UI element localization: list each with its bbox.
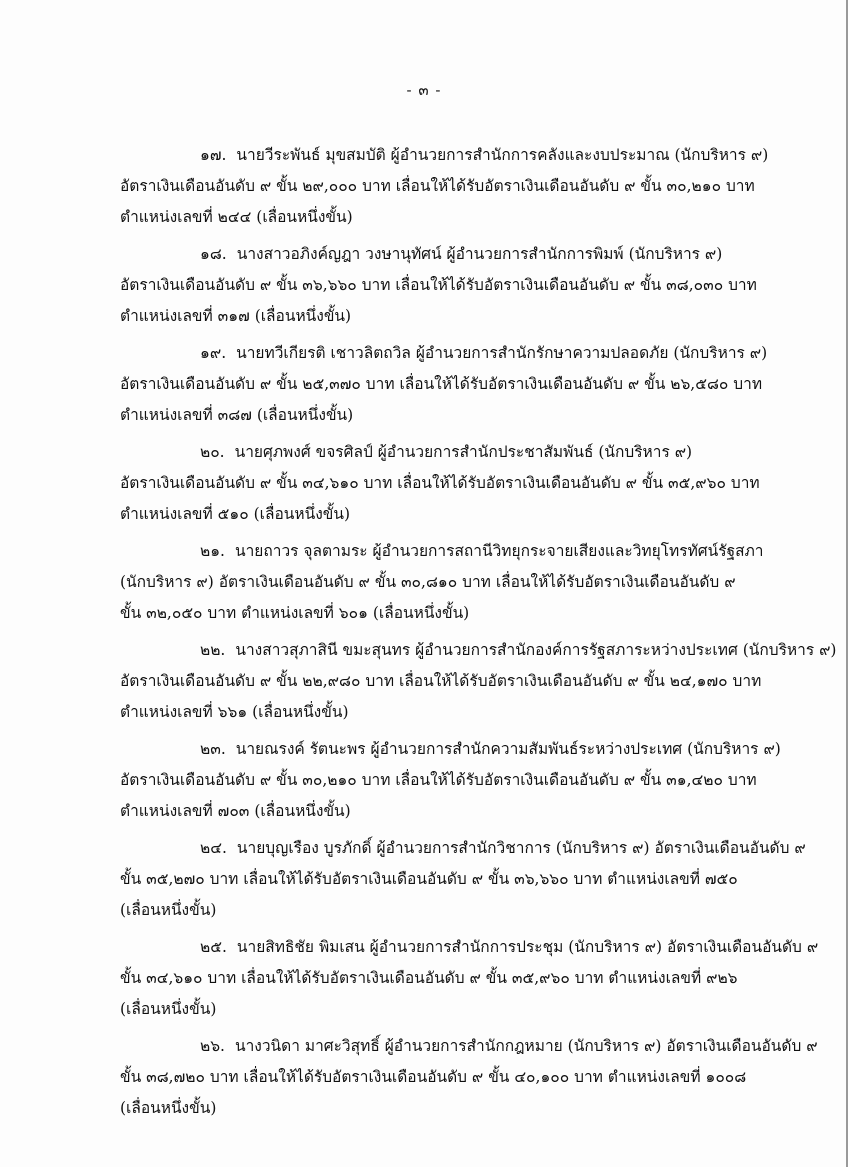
list-item — [120, 635, 837, 728]
entry-line-3: ตำแหน่งเลขที่ ๓๘๗ (เลื่อนหนึ่งขั้น) — [120, 406, 354, 424]
entry-line-2: อัตราเงินเดือนอันดับ ๙ ขั้น ๒๒,๙๘๐ บาท เลื่อนให้ได้รับอัตราเงินเดือนอันดับ ๙ ขั้น ๒๔,๑๗๐ บาท — [120, 672, 762, 690]
entry-text: นายณรงค์ รัตนะพร ผู้อำนวยการสำนักความสัมพันธ์ระหว่างประเทศ (นักบริหาร ๙) — [235, 740, 781, 758]
entry-line-1 — [120, 140, 769, 171]
entry-line-1 — [120, 1031, 818, 1062]
list-item — [120, 536, 764, 629]
list-item — [120, 833, 806, 926]
entry-text: นายบุญเรือง บูรภักดิ์ ผู้อำนวยการสำนักวิชาการ (นักบริหาร ๙) อัตราเงินเดือนอันดับ ๙ — [236, 839, 806, 857]
list-item — [120, 734, 781, 827]
entry-text: นายถาวร จุลตามระ ผู้อำนวยการสถานีวิทยุกระจายเสียงและวิทยุโทรทัศน์รัฐสภา — [234, 542, 764, 560]
entry-number: ๒๔. — [200, 839, 227, 857]
entry-line-3: ตำแหน่งเลขที่ ๕๑๐ (เลื่อนหนึ่งขั้น) — [120, 505, 351, 523]
entry-number: ๑๘. — [200, 245, 227, 263]
entry-text: นายทวีเกียรติ เชาวลิตถวิล ผู้อำนวยการสำนักรักษาความปลอดภัย (นักบริหาร ๙) — [236, 344, 768, 362]
page-number: - ๓ - — [406, 81, 442, 99]
entry-line-2: อัตราเงินเดือนอันดับ ๙ ขั้น ๓๖,๖๖๐ บาท เลื่อนให้ได้รับอัตราเงินเดือนอันดับ ๙ ขั้น ๓๘,๐๓๐ บาท — [120, 276, 757, 294]
entry-line-3: ตำแหน่งเลขที่ ๓๑๗ (เลื่อนหนึ่งขั้น) — [120, 307, 352, 325]
entry-line-3: ตำแหน่งเลขที่ ๒๔๔ (เลื่อนหนึ่งขั้น) — [120, 208, 353, 226]
entry-text: นางสาวสุภาสินี ขมะสุนทร ผู้อำนวยการสำนักองค์การรัฐสภาระหว่างประเทศ (นักบริหาร ๙) — [235, 641, 837, 659]
list-item — [120, 437, 760, 530]
entry-line-3: ขั้น ๓๒,๐๕๐ บาท ตำแหน่งเลขที่ ๖๐๑ (เลื่อนหนึ่งขั้น) — [120, 604, 470, 622]
entry-number: ๒๖. — [200, 1037, 225, 1055]
entry-line-2: ขั้น ๓๔,๖๑๐ บาท เลื่อนให้ได้รับอัตราเงินเดือนอันดับ ๙ ขั้น ๓๕,๙๖๐ บาท ตำแหน่งเลขที่ ๙๒๖ — [120, 969, 738, 987]
entry-line-1 — [120, 338, 768, 369]
entry-line-2: ขั้น ๓๕,๒๗๐ บาท เลื่อนให้ได้รับอัตราเงินเดือนอันดับ ๙ ขั้น ๓๖,๖๖๐ บาท ตำแหน่งเลขที่ ๗๕๐ — [120, 870, 738, 888]
entry-line-2: อัตราเงินเดือนอันดับ ๙ ขั้น ๓๐,๒๑๐ บาท เลื่อนให้ได้รับอัตราเงินเดือนอันดับ ๙ ขั้น ๓๑,๔๒๐ บาท — [120, 771, 757, 789]
entry-line-2: อัตราเงินเดือนอันดับ ๙ ขั้น ๓๔,๖๑๐ บาท เลื่อนให้ได้รับอัตราเงินเดือนอันดับ ๙ ขั้น ๓๕,๙๖๐ บาท — [120, 474, 760, 492]
list-item — [120, 932, 819, 1025]
entry-text: นายศุภพงศ์ ขจรศิลป์ ผู้อำนวยการสำนักประชาสัมพันธ์ (นักบริหาร ๙) — [234, 443, 693, 461]
entry-line-1 — [120, 932, 819, 963]
entry-line-2: อัตราเงินเดือนอันดับ ๙ ขั้น ๒๙,๐๐๐ บาท เลื่อนให้ได้รับอัตราเงินเดือนอันดับ ๙ ขั้น ๓๐,๒๑๐ บาท — [120, 177, 755, 195]
list-item — [120, 140, 769, 233]
entry-line-3: ตำแหน่งเลขที่ ๖๖๑ (เลื่อนหนึ่งขั้น) — [120, 703, 349, 721]
list-item — [120, 338, 768, 431]
entry-number: ๑๗. — [200, 146, 227, 164]
entry-text: นายสิทธิชัย พิมเสน ผู้อำนวยการสำนักการประชุม (นักบริหาร ๙) อัตราเงินเดือนอันดับ ๙ — [236, 938, 819, 956]
entry-line-2: อัตราเงินเดือนอันดับ ๙ ขั้น ๒๕,๓๗๐ บาท เลื่อนให้ได้รับอัตราเงินเดือนอันดับ ๙ ขั้น ๒๖,๕๘๐ บาท — [120, 375, 763, 393]
entry-text: นายวีระพันธ์ มุขสมบัติ ผู้อำนวยการสำนักการคลังและงบประมาณ (นักบริหาร ๙) — [236, 146, 769, 164]
entry-line-3: (เลื่อนหนึ่งขั้น) — [120, 1000, 217, 1018]
entry-line-2: (นักบริหาร ๙) อัตราเงินเดือนอันดับ ๙ ขั้น ๓๐,๘๑๐ บาท เลื่อนให้ได้รับอัตราเงินเดือนอันดับ ๙ — [120, 573, 736, 591]
entry-number: ๒๐. — [200, 443, 225, 461]
entry-number: ๒๓. — [200, 740, 226, 758]
entry-line-1 — [120, 437, 730, 468]
entry-number: ๒๕. — [200, 938, 227, 956]
entry-line-1 — [120, 635, 837, 666]
list-item — [120, 1031, 818, 1124]
entry-line-1 — [120, 536, 764, 567]
entry-line-3: (เลื่อนหนึ่งขั้น) — [120, 901, 217, 919]
entry-text: นางสาวอภิงค์ญฎา วงษานุทัศน์ ผู้อำนวยการสำนักการพิมพ์ (นักบริหาร ๙) — [236, 245, 723, 263]
entry-line-1 — [120, 734, 781, 765]
entry-text: นางวนิดา มาศะวิสุทธิ์ ผู้อำนวยการสำนักกฎหมาย (นักบริหาร ๙) อัตราเงินเดือนอันดับ ๙ — [234, 1037, 818, 1055]
entry-line-3: ตำแหน่งเลขที่ ๗๐๓ (เลื่อนหนึ่งขั้น) — [120, 802, 351, 820]
list-item — [120, 239, 757, 332]
entry-number: ๒๑. — [200, 542, 225, 560]
entry-line-2: ขั้น ๓๘,๗๒๐ บาท เลื่อนให้ได้รับอัตราเงินเดือนอันดับ ๙ ขั้น ๔๐,๑๐๐ บาท ตำแหน่งเลขที่ ๑๐๐๘ — [120, 1068, 747, 1086]
entry-line-1 — [120, 833, 806, 864]
entry-list — [120, 140, 837, 1130]
entry-number: ๑๙. — [200, 344, 227, 362]
entry-number: ๒๒. — [200, 641, 226, 659]
entry-line-1 — [120, 239, 730, 270]
entry-line-3: (เลื่อนหนึ่งขั้น) — [120, 1099, 217, 1117]
